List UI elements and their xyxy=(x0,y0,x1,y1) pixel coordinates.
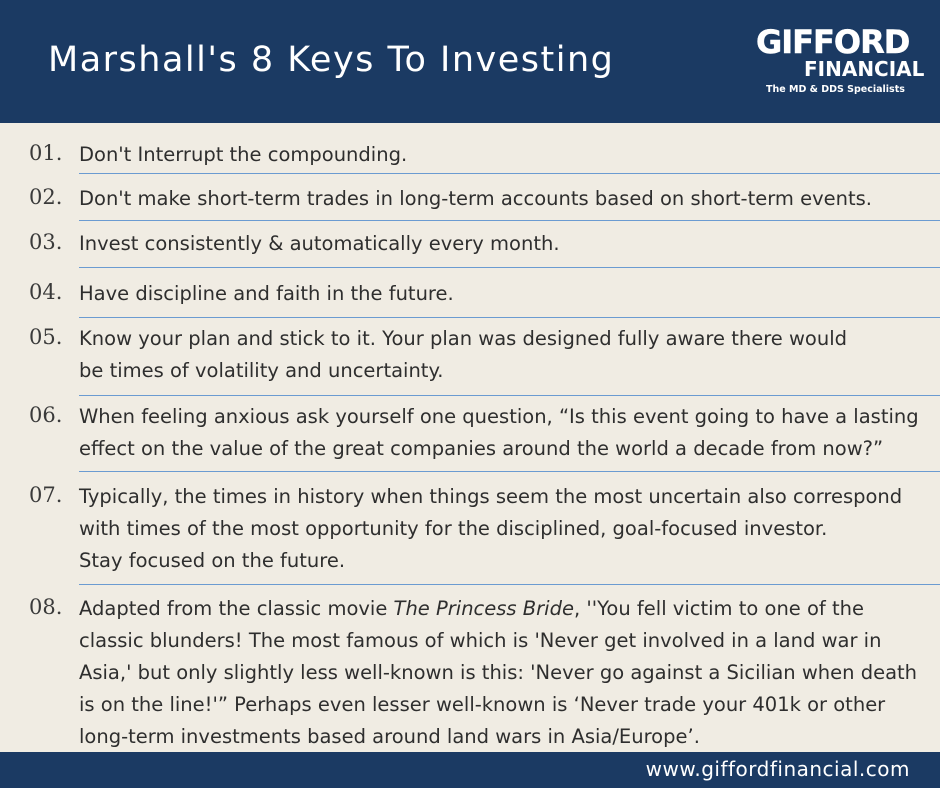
footer-banner xyxy=(0,752,940,788)
divider xyxy=(79,317,940,318)
item-number: 04. xyxy=(29,280,63,304)
divider xyxy=(79,395,940,396)
logo-tagline: The MD & DDS Specialists xyxy=(766,84,905,95)
item-text: Typically, the times in history when things seem the most uncertain also correspond with times of the most opportunity for the disciplined, goal-focused investor. Stay focused on the future. xyxy=(79,485,903,572)
logo-gifford: GIFFORD xyxy=(756,23,910,61)
item-text: Invest consistently & automatically every month. xyxy=(79,232,560,255)
page-title: Marshall's 8 Keys To Investing xyxy=(48,40,615,80)
divider xyxy=(79,471,940,472)
movie-title: The Princess Bride xyxy=(393,597,574,620)
item-number: 05. xyxy=(29,325,63,349)
item-number: 03. xyxy=(29,230,63,254)
item-text: Adapted from the classic movie The Princess Bride, ''You fell victim to one of the classic blunders! The most famous of which is 'Never get involved in a land war in Asia,' but only slightly less well-known is this: 'Never go against a Sicilian when death is on the line!'” Perhaps even lesser well-known is ‘Never trade your 401k or other long-term investments based around land wars in Asia/Europe’. xyxy=(79,597,918,748)
item-text: Don't make short-term trades in long-term accounts based on short-term events. xyxy=(79,187,873,210)
divider xyxy=(79,584,940,585)
item-text: When feeling anxious ask yourself one question, “Is this event going to have a lasting effect on the value of the great companies around the world a decade from now?” xyxy=(79,405,919,460)
gifford-financial-logo xyxy=(756,23,925,102)
item-text: Have discipline and faith in the future. xyxy=(79,282,454,305)
divider xyxy=(79,173,940,174)
item-number: 07. xyxy=(29,483,63,507)
website-link[interactable]: www.giffordfinancial.com xyxy=(645,757,910,781)
item-text: Don't Interrupt the compounding. xyxy=(79,143,408,166)
item-number: 02. xyxy=(29,185,63,209)
item-text: Know your plan and stick to it. Your plan was designed fully aware there would be times of volatility and uncertainty. xyxy=(79,327,848,382)
divider xyxy=(79,220,940,221)
item-number: 06. xyxy=(29,403,63,427)
logo-financial: FINANCIAL xyxy=(804,57,925,81)
item-number: 08. xyxy=(29,595,63,619)
item-number: 01. xyxy=(29,141,63,165)
header-banner xyxy=(0,0,940,123)
divider xyxy=(79,267,940,268)
